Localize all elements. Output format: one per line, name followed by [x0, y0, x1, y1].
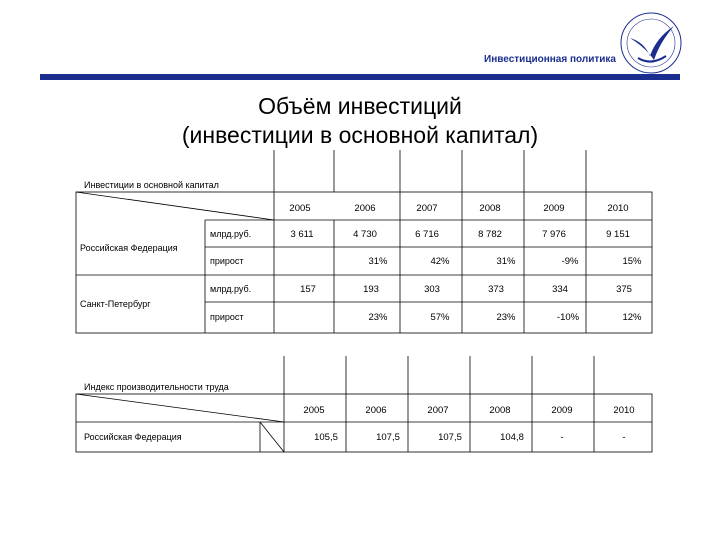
- table2-year: 2010: [613, 405, 635, 416]
- table2-cell: 107,5: [438, 432, 462, 443]
- table1-cell: 303: [424, 284, 440, 295]
- table2-caption: Индекс производительности труда: [84, 382, 229, 392]
- table2-cell: -: [622, 432, 626, 443]
- table1-growth-label: прирост: [210, 256, 244, 266]
- table2-year: 2005: [303, 405, 325, 416]
- table2-cell: -: [560, 432, 564, 443]
- table2-year: 2009: [551, 405, 573, 416]
- table1-growth: 57%: [430, 312, 450, 323]
- table1-year: 2005: [289, 203, 311, 214]
- table1-unit-label: млрд.руб.: [210, 229, 252, 239]
- table2-cell: 107,5: [376, 432, 400, 443]
- table1-unit-label: млрд.руб.: [210, 284, 252, 294]
- table2-year: 2007: [427, 405, 449, 416]
- table1-growth: -9%: [561, 256, 579, 267]
- table1-cell: 193: [363, 284, 379, 295]
- table1-growth: -10%: [556, 312, 580, 323]
- table1-growth-label: прирост: [210, 312, 244, 322]
- table1-growth: 31%: [496, 256, 516, 267]
- table2-year: 2006: [365, 405, 387, 416]
- table1-caption: Инвестиции в основной капитал: [84, 180, 219, 190]
- table2-cell: 104,8: [500, 432, 524, 443]
- header-title: Инвестиционная политика: [484, 54, 616, 65]
- table1-year: 2007: [416, 203, 438, 214]
- table1-cell: 4 730: [353, 229, 377, 240]
- table1-growth: 31%: [368, 256, 388, 267]
- table1-growth: 12%: [622, 312, 642, 323]
- table1-row-region: Российская Федерация: [80, 243, 178, 253]
- table2-row-region: Российская Федерация: [84, 432, 182, 442]
- table1-cell: 6 716: [415, 229, 439, 240]
- table1-year: 2010: [607, 203, 629, 214]
- table1-cell: 157: [300, 284, 316, 295]
- page-title-line2: (инвестиции в основной капитал): [181, 122, 539, 148]
- table1-cell: 373: [488, 284, 504, 295]
- table1-year: 2009: [543, 203, 565, 214]
- table1-cell: 8 782: [478, 229, 502, 240]
- table1-cell: 9 151: [606, 229, 630, 240]
- table1-cell: 7 976: [542, 229, 566, 240]
- table1-growth: 42%: [430, 256, 450, 267]
- table1-row-region: Санкт-Петербург: [80, 299, 151, 309]
- page-title-line1: Объём инвестиций: [258, 93, 462, 119]
- table1-cell: 334: [552, 284, 568, 295]
- table1-cell: 375: [616, 284, 632, 295]
- table1-growth: 23%: [368, 312, 388, 323]
- table1-growth: 15%: [622, 256, 642, 267]
- table1-cell: 3 611: [290, 229, 314, 240]
- table1-growth: 23%: [496, 312, 516, 323]
- table2-cell: 105,5: [314, 432, 338, 443]
- table2-year: 2008: [489, 405, 511, 416]
- table1-year: 2006: [354, 203, 376, 214]
- table1-year: 2008: [479, 203, 501, 214]
